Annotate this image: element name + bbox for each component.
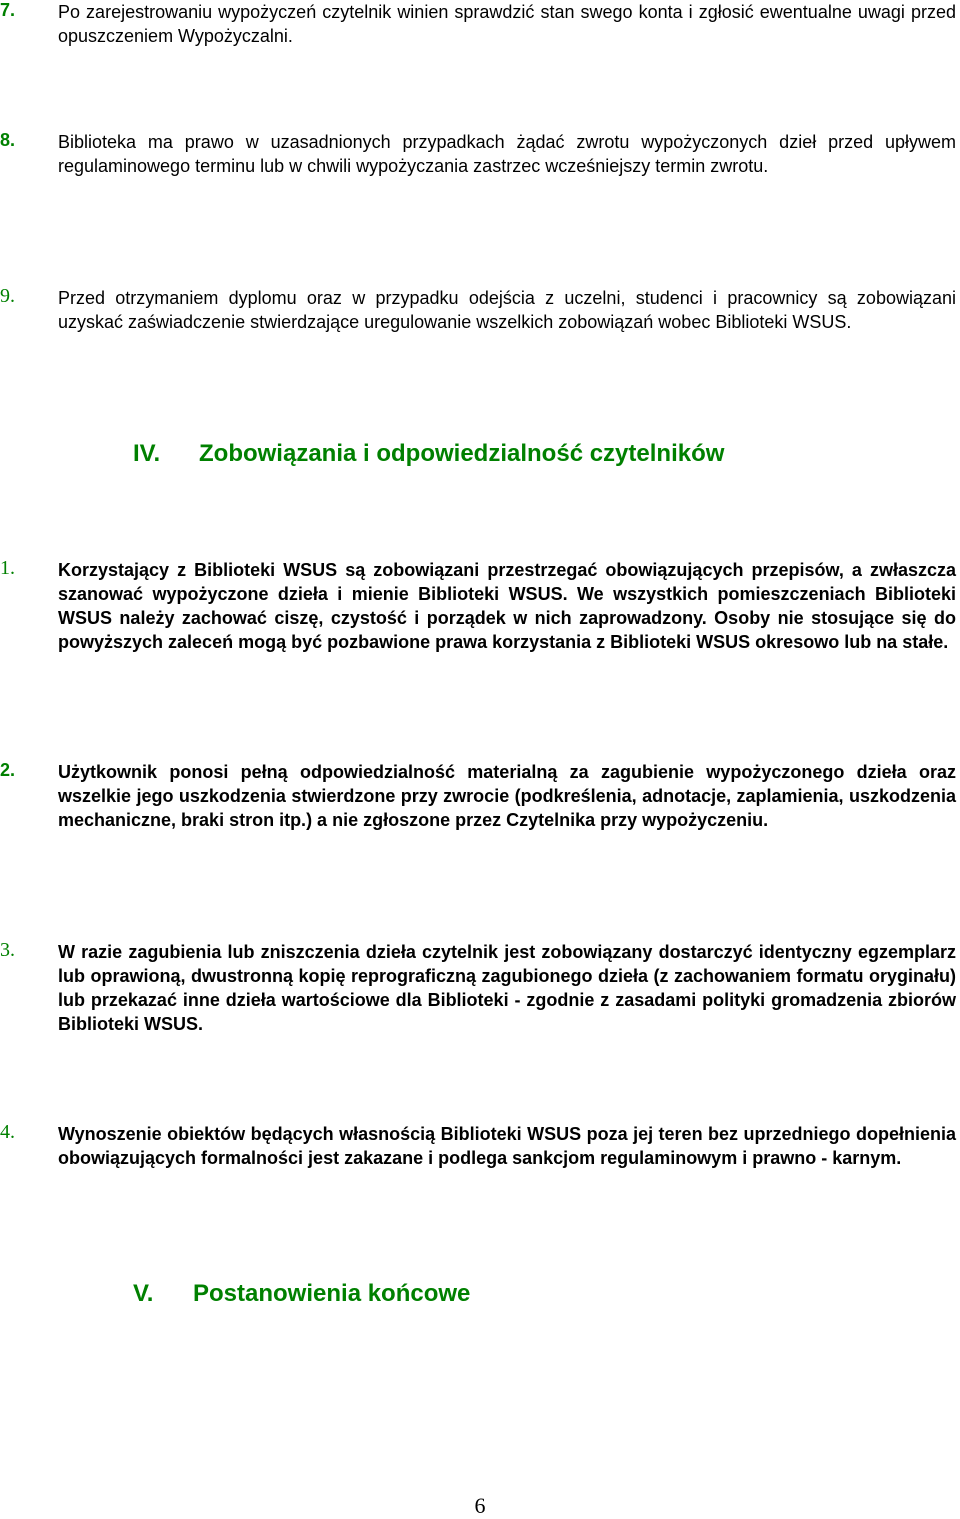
item-text: Po zarejestrowaniu wypożyczeń czytelnik winien sprawdzić stan swego konta i zgłosić ewentualne uwagi przed opuszczeniem Wypożyczalni.: [58, 2, 956, 46]
section-title: Zobowiązania i odpowiedzialność czytelników: [199, 440, 725, 467]
page-number: 6: [474, 1493, 486, 1518]
item-text: Wynoszenie obiektów będących własnością Biblioteki WSUS poza jej teren bez uprzedniego dopełnienia obowiązujących formalności jest zakazane i podlega sankcjom regulaminowym i prawno - karnym.: [58, 1124, 956, 1168]
section-heading-iv: [133, 440, 833, 470]
item-text: Użytkownik ponosi pełną odpowiedzialność materialną za zagubienie wypożyczonego dzieła oraz wszelkie jego uszkodzenia stwierdzone przy zwrocie (podkreślenia, adnotacje, zaplamienia, uszkodzenia mechaniczne, braki stron itp.) a nie zgłoszone przez Czytelnika przy wypożyczeniu.: [58, 762, 956, 830]
item-text: W razie zagubienia lub zniszczenia dzieła czytelnik jest zobowiązany dostarczyć identyczny egzemplarz lub oprawioną, dwustronną kopię reprograficzną zagubionego dzieła (z zachowaniem formatu oryginału) lub przekazać inne dzieła wartościowe dla Biblioteki - zgodnie z zasadami polityki gromadzenia zbiorów Biblioteki WSUS.: [58, 942, 956, 1034]
item-text: Korzystający z Biblioteki WSUS są zobowiązani przestrzegać obowiązujących przepisów, a zwłaszcza szanować wypożyczone dzieła i mienie Biblioteki WSUS. We wszystkich pomieszczeniach Biblioteki WSUS należy zachować ciszę, czystość i porządek w nich zaprowadzony. Osoby nie stosujące się do powyższych zaleceń mogą być pozbawione prawa korzystania z Biblioteki WSUS okresowo lub na stałe.: [58, 560, 956, 652]
item-number: 9.: [0, 285, 15, 307]
item-number: 7.: [0, 0, 16, 20]
item-number: 3.: [0, 939, 15, 961]
section-heading-v: [133, 1280, 733, 1310]
section-number: IV.: [133, 440, 161, 467]
item-text: Przed otrzymaniem dyplomu oraz w przypadku odejścia z uczelni, studenci i pracownicy są zobowiązani uzyskać zaświadczenie stwierdzające uregulowanie wszelkich zobowiązań wobec Biblioteki WSUS.: [58, 288, 956, 332]
section-title: Postanowienia końcowe: [193, 1280, 471, 1307]
item-number: 1.: [0, 557, 15, 579]
item-number: 8.: [0, 130, 16, 150]
item-text: Biblioteka ma prawo w uzasadnionych przypadkach żądać zwrotu wypożyczonych dzieł przed upływem regulaminowego terminu lub w chwili wypożyczania zastrzec wcześniejszy termin zwrotu.: [58, 132, 956, 176]
section-number: V.: [133, 1280, 154, 1307]
item-number: 2.: [0, 760, 16, 780]
item-number: 4.: [0, 1121, 15, 1143]
